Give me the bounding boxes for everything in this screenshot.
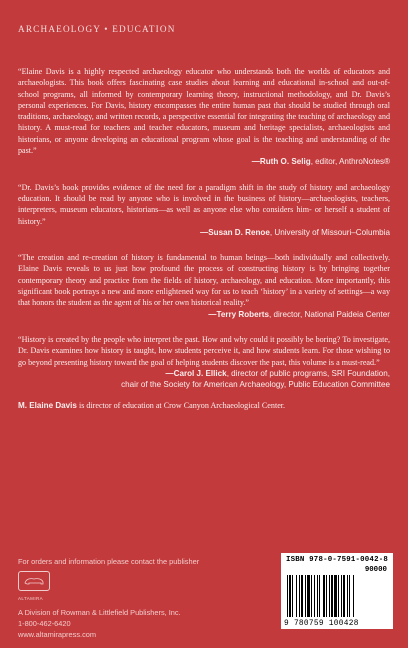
endorsement-quote [18,182,390,238]
bison-icon [23,576,45,586]
endorsement-quote [18,334,390,390]
publisher-website[interactable]: www.altamirapress.com [18,630,97,639]
author-name: M. Elaine Davis [18,401,77,411]
publisher-logo-icon [18,571,50,591]
endorser-name: —Ruth O. Selig [251,157,311,167]
author-bio [18,400,390,411]
publisher-phone: 1-800-462-6420 [18,619,71,628]
endorsement-quote [18,252,390,320]
endorser-affiliation: , editor, AnthroNotes® [310,157,390,167]
orders-line: For orders and information please contact the publisher [18,557,200,566]
barcode-bars [287,575,387,617]
back-cover-text [18,66,390,412]
author-bio-text: is director of education at Crow Canyon Archaeological Center. [76,401,286,411]
series-label: ARCHAEOLOGY • EDUCATION [18,24,176,34]
quote-text: “History is created by the people who interpret the past. How and why could it possibly be boring? To investigate, Dr. Davis examines how history is taught, how students perceive it, and how students learn. For those wishing to go beyond presenting history toward the goal of helping students discover the past, this volume is a must-read.” [18,334,390,367]
endorser-name: —Carol J. Ellick [165,368,227,378]
quote-text: “The creation and re-creation of history is fundamental to human beings—both individually and collectively. Elaine Davis reveals to us just how profound the process of constructing history is by bringing together contemporary theory and practice from the fields of history, archaeology, and education. More importantly, this significant book portrays a new and more enlightened way for us to teach ‘history’ in a variety of settings—a way that honors the student as the agent of his or her own historical reality.” [18,253,390,308]
isbn-barcode [281,553,393,629]
quote-attribution [18,309,390,320]
isbn-number: ISBN 978-0-7591-0042-8 [286,556,388,564]
endorser-affiliation-2: chair of the Society for American Archaeology, Public Education Committee [121,380,390,390]
endorsement-quote [18,66,390,168]
endorser-affiliation: , director, National Paideia Center [268,309,390,319]
endorser-affiliation: , University of Missouri–Columbia [269,227,390,237]
quote-attribution [18,227,390,238]
endorser-name: —Terry Roberts [208,309,269,319]
quote-attribution-line2 [18,379,390,390]
endorser-affiliation: , director of public programs, SRI Foundation, [226,368,390,378]
quote-attribution [18,156,390,167]
price-code: 90000 [364,566,387,574]
quote-text: “Dr. Davis’s book provides evidence of the need for a paradigm shift in the study of history and archaeology education. It should be read by anyone who is involved in the business of history—archaeologists, teachers, interpreters, museum educators, historians—as well as anyone else who considers him- or herself a student of history.” [18,182,390,226]
publisher-division: A Division of Rowman & Littlefield Publishers, Inc. [18,608,181,617]
barcode-digits: 9 780759 100428 [284,620,359,628]
publisher-logo-word: ALTAMIRA [18,596,44,601]
quote-attribution [18,368,390,379]
quote-text: “Elaine Davis is a highly respected archaeology educator who understands both the worlds of educators and archaeologists. This book offers fascinating case studies about learning and educational in-school and out-of-school programs, all informed by contemporary learning theory, instructional methodology, and Dr. Davis’s personal experiences. For Davis, history encompasses the entire human past that should be studied through oral traditions, archaeology, and written records, a perspective essential for integrating the teaching of archaeology and history. A must-read for teachers and teacher educators, museum and heritage specialists, archaeologists and historians, or anyone developing an educational program whose goal is the teaching and understanding of the past.” [18,67,390,156]
endorser-name: —Susan D. Renoe [200,227,270,237]
publisher-info [18,556,199,640]
